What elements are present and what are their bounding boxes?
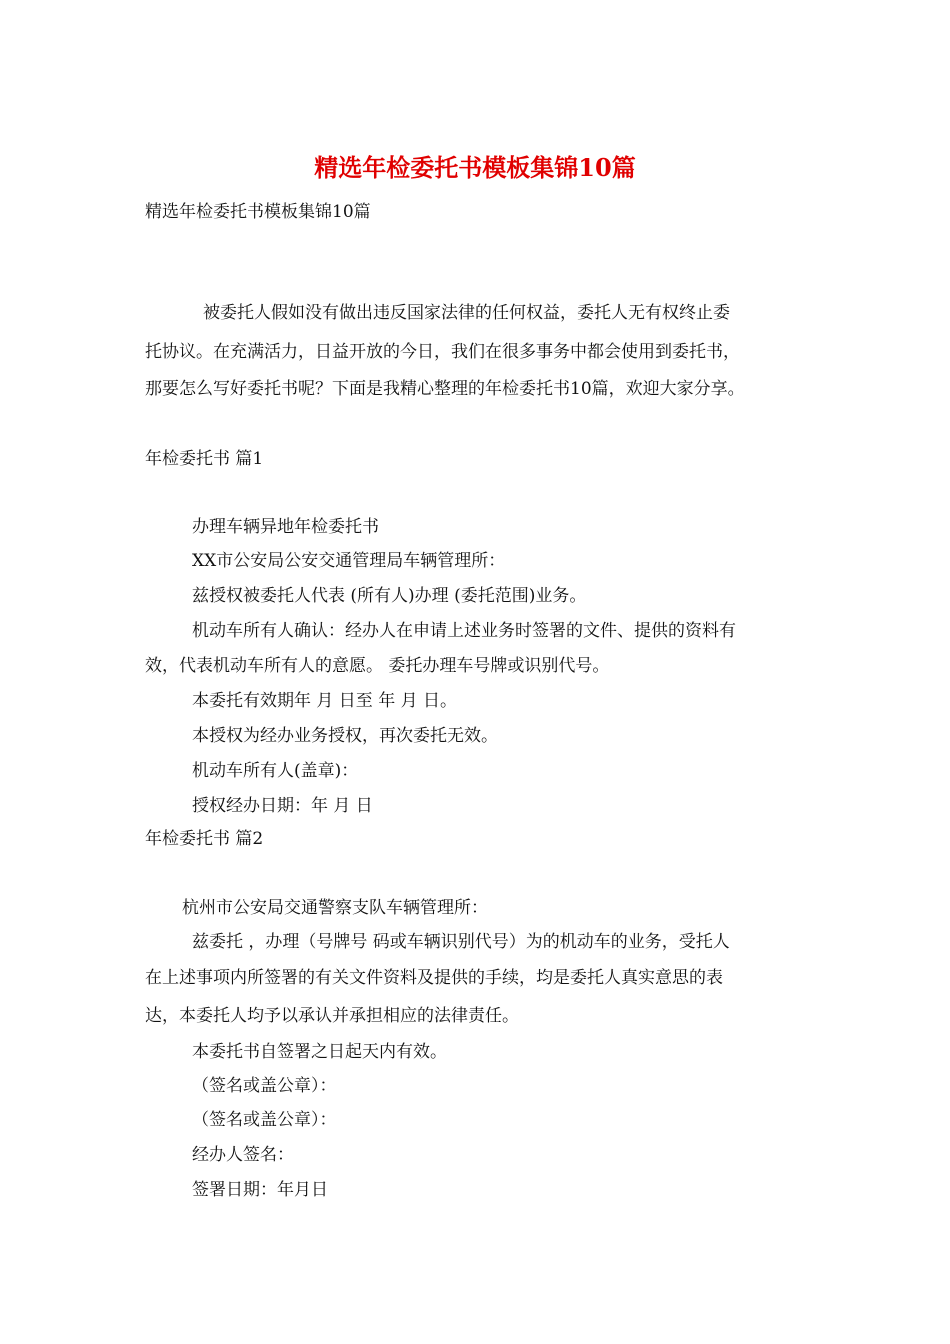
section-line: 兹委托 ，办理（号牌号 码或车辆识别代号）为的机动车的业务，受托人 bbox=[192, 932, 730, 952]
section-line: 在上述事项内所签署的有关文件资料及提供的手续，均是委托人真实意思的表 bbox=[145, 968, 723, 988]
section-heading: 年检委托书 篇1 bbox=[145, 449, 264, 469]
date-line: 签署日期：年月日 bbox=[192, 1180, 328, 1200]
document-subtitle: 精选年检委托书模板集锦10篇 bbox=[145, 202, 371, 222]
section-line: 本委托有效期年 月 日至 年 月 日。 bbox=[192, 691, 458, 711]
section-line: 效，代表机动车所有人的意愿。 委托办理车号牌或识别代号。 bbox=[145, 656, 610, 676]
section-line: 达，本委托人均予以承认并承担相应的法律责任。 bbox=[145, 1006, 519, 1026]
intro-line: 托协议。在充满活力，日益开放的今日，我们在很多事务中都会使用到委托书， bbox=[145, 342, 740, 362]
section-line: 本授权为经办业务授权，再次委托无效。 bbox=[192, 726, 498, 746]
section-line: 兹授权被委托人代表 (所有人)办理 (委托范围)业务。 bbox=[192, 586, 587, 606]
section-line: 授权经办日期：年 月 日 bbox=[192, 796, 373, 816]
document-title: 精选年检委托书模板集锦10篇 bbox=[314, 153, 636, 182]
section-line: 机动车所有人确认：经办人在申请上述业务时签署的文件、提供的资料有 bbox=[192, 621, 736, 641]
intro-line: 那要怎么写好委托书呢？下面是我精心整理的年检委托书10篇，欢迎大家分享。 bbox=[145, 379, 745, 399]
section-line: XX市公安局公安交通管理局车辆管理所： bbox=[192, 551, 506, 571]
section-line: 杭州市公安局交通警察支队车辆管理所： bbox=[182, 898, 488, 918]
section-line: 办理车辆异地年检委托书 bbox=[192, 517, 379, 537]
section-line: 机动车所有人(盖章)： bbox=[192, 761, 359, 781]
intro-line: 被委托人假如没有做出违反国家法律的任何权益，委托人无有权终止委 bbox=[203, 303, 730, 323]
signature-line: （签名或盖公章）： bbox=[192, 1076, 337, 1096]
signature-line: （签名或盖公章）： bbox=[192, 1110, 337, 1130]
section-line: 本委托书自签署之日起天内有效。 bbox=[192, 1042, 447, 1062]
section-heading: 年检委托书 篇2 bbox=[145, 829, 264, 849]
signature-line: 经办人签名： bbox=[192, 1145, 294, 1165]
